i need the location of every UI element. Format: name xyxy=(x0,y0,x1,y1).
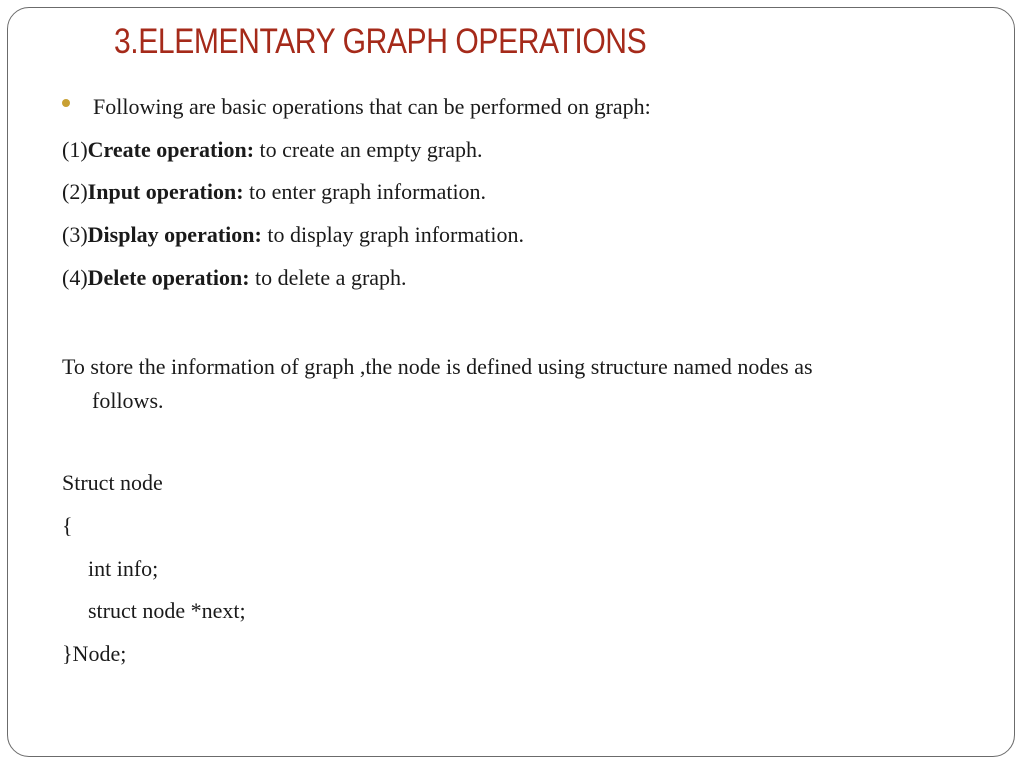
code-line: int info; xyxy=(88,556,159,581)
bullet-icon xyxy=(62,99,70,107)
paragraph-line-2: follows. xyxy=(92,388,164,413)
code-line: { xyxy=(62,513,73,538)
operation-item xyxy=(62,265,407,291)
operation-item xyxy=(62,222,524,248)
operation-number: (1) xyxy=(62,137,88,162)
operation-desc: to create an empty graph. xyxy=(254,137,483,162)
operation-desc: to enter graph information. xyxy=(243,179,487,204)
operation-name: Display operation: xyxy=(87,222,262,247)
operation-number: (3) xyxy=(62,222,88,247)
operation-desc: to delete a graph. xyxy=(249,265,407,290)
operation-number: (2) xyxy=(62,179,88,204)
paragraph-line-1: To store the information of graph ,the node is defined using structure named nodes as xyxy=(62,354,813,379)
operation-number: (4) xyxy=(62,265,88,290)
operation-desc: to display graph information. xyxy=(261,222,524,247)
operation-name: Create operation: xyxy=(87,137,255,162)
operation-item xyxy=(62,179,486,205)
operation-item xyxy=(62,137,483,163)
operation-name: Delete operation: xyxy=(87,265,250,290)
operation-name: Input operation: xyxy=(87,179,244,204)
code-line: }Node; xyxy=(62,641,127,666)
structure-paragraph xyxy=(62,350,972,418)
slide-title: 3.ELEMENTARY GRAPH OPERATIONS xyxy=(114,22,647,61)
code-line: Struct node xyxy=(62,470,163,495)
intro-text: Following are basic operations that can be performed on graph: xyxy=(93,94,651,119)
code-line: struct node *next; xyxy=(88,598,246,623)
